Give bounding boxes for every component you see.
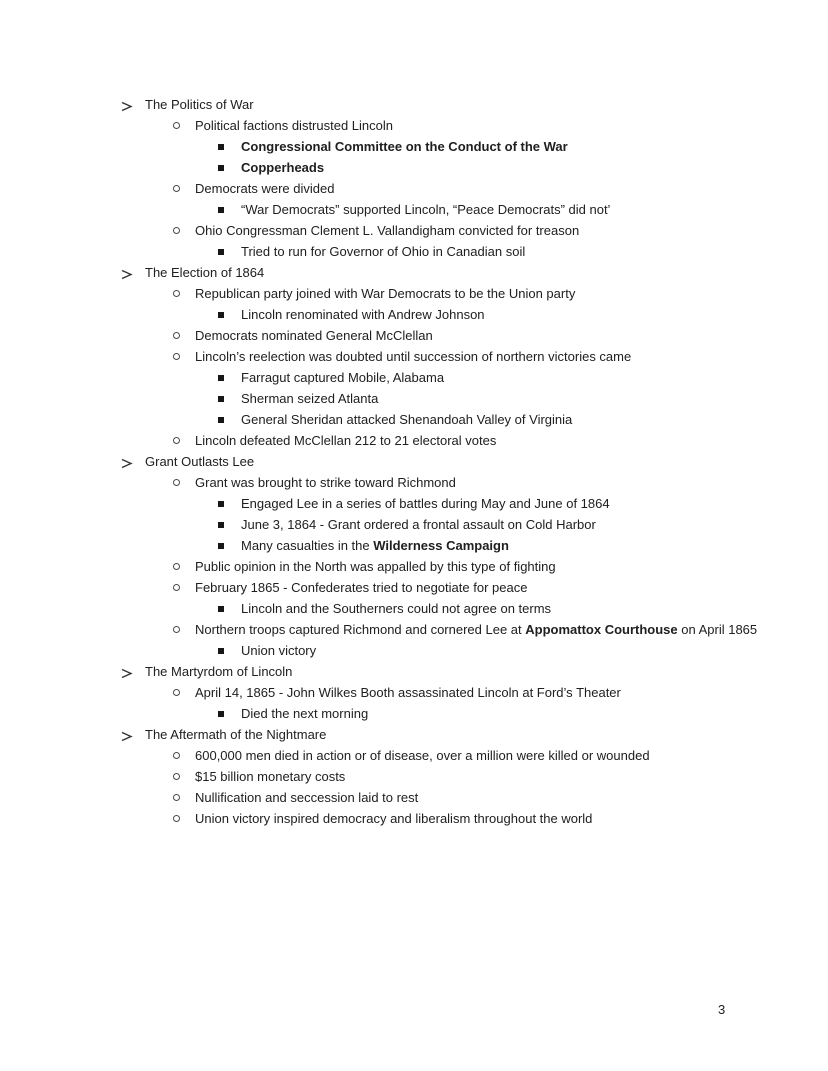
list-item-text: Lincoln defeated McClellan 212 to 21 electoral votes (195, 433, 497, 448)
list-item-text: Many casualties in the (241, 538, 374, 553)
list-item-text: Public opinion in the North was appalled by this type of fighting (195, 559, 556, 574)
square-bullet-icon (218, 606, 224, 612)
list-item (0, 451, 828, 472)
document-body (0, 94, 828, 829)
list-item-text: The Election of 1864 (145, 265, 265, 280)
arrow-bullet-icon (120, 665, 133, 678)
square-bullet-icon (218, 501, 224, 507)
list-item (0, 136, 828, 157)
list-item (0, 808, 828, 829)
list-item (0, 682, 828, 703)
list-item-text: Democrats nominated General McClellan (195, 328, 433, 343)
list-item-text: Grant was brought to strike toward Richmond (195, 475, 456, 490)
list-item (0, 304, 828, 325)
list-item (0, 430, 828, 451)
list-item-text: Lincoln’s reelection was doubted until succession of northern victories came (195, 349, 632, 364)
list-item-text: “War Democrats” supported Lincoln, “Peace Democrats” did not’ (241, 202, 611, 217)
list-item-text: $15 billion monetary costs (195, 769, 346, 784)
list-item-text: Congressional Committee on the Conduct of the War (241, 139, 568, 154)
list-item (0, 619, 828, 640)
list-item (0, 787, 828, 808)
arrow-bullet-icon (120, 728, 133, 741)
list-item (0, 220, 828, 241)
list-item-text: General Sheridan attacked Shenandoah Valley of Virginia (241, 412, 573, 427)
list-item-text: June 3, 1864 - Grant ordered a frontal assault on Cold Harbor (241, 517, 596, 532)
arrow-bullet-icon (120, 455, 133, 468)
list-item (0, 703, 828, 724)
list-item-text: Grant Outlasts Lee (145, 454, 255, 469)
circle-bullet-icon (173, 752, 180, 759)
list-item (0, 199, 828, 220)
list-item-text: on April 1865 (677, 622, 758, 637)
circle-bullet-icon (173, 794, 180, 801)
circle-bullet-icon (173, 332, 180, 339)
square-bullet-icon (218, 543, 224, 549)
square-bullet-icon (218, 144, 224, 150)
circle-bullet-icon (173, 479, 180, 486)
list-item-text: Union victory inspired democracy and liberalism throughout the world (195, 811, 593, 826)
list-item-text: April 14, 1865 - John Wilkes Booth assassinated Lincoln at Ford’s Theater (195, 685, 621, 700)
list-item-text: Wilderness Campaign (373, 538, 509, 553)
list-item-text: Copperheads (241, 160, 325, 175)
list-item (0, 283, 828, 304)
list-item (0, 94, 828, 115)
list-item-text: The Martyrdom of Lincoln (145, 664, 293, 679)
list-item-text: Tried to run for Governor of Ohio in Canadian soil (241, 244, 526, 259)
list-item-text: Democrats were divided (195, 181, 335, 196)
square-bullet-icon (218, 711, 224, 717)
list-item (0, 493, 828, 514)
arrow-bullet-icon (120, 98, 133, 111)
list-item-text: Republican party joined with War Democrats to be the Union party (195, 286, 576, 301)
circle-bullet-icon (173, 584, 180, 591)
list-item (0, 262, 828, 283)
list-item-text: The Aftermath of the Nightmare (145, 727, 327, 742)
list-item (0, 514, 828, 535)
list-item (0, 598, 828, 619)
square-bullet-icon (218, 249, 224, 255)
arrow-bullet-icon (120, 266, 133, 279)
circle-bullet-icon (173, 353, 180, 360)
list-item (0, 640, 828, 661)
circle-bullet-icon (173, 626, 180, 633)
list-item-text: February 1865 - Confederates tried to negotiate for peace (195, 580, 528, 595)
list-item-text: Sherman seized Atlanta (241, 391, 379, 406)
square-bullet-icon (218, 312, 224, 318)
list-item (0, 766, 828, 787)
page-number: 3 (718, 1002, 726, 1017)
circle-bullet-icon (173, 437, 180, 444)
list-item (0, 472, 828, 493)
list-item (0, 724, 828, 745)
circle-bullet-icon (173, 563, 180, 570)
list-item-text: Ohio Congressman Clement L. Vallandigham convicted for treason (195, 223, 580, 238)
circle-bullet-icon (173, 815, 180, 822)
list-item (0, 346, 828, 367)
square-bullet-icon (218, 417, 224, 423)
list-item-text: Appomattox Courthouse (525, 622, 678, 637)
circle-bullet-icon (173, 773, 180, 780)
list-item-text: Northern troops captured Richmond and cornered Lee at (195, 622, 526, 637)
list-item (0, 745, 828, 766)
circle-bullet-icon (173, 122, 180, 129)
square-bullet-icon (218, 207, 224, 213)
list-item-text: Farragut captured Mobile, Alabama (241, 370, 445, 385)
list-item-text: Lincoln and the Southerners could not agree on terms (241, 601, 552, 616)
list-item-text: Died the next morning (241, 706, 369, 721)
list-item (0, 388, 828, 409)
list-item (0, 115, 828, 136)
square-bullet-icon (218, 375, 224, 381)
list-item-text: Lincoln renominated with Andrew Johnson (241, 307, 485, 322)
square-bullet-icon (218, 165, 224, 171)
list-item (0, 241, 828, 262)
list-item-text: The Politics of War (145, 97, 254, 112)
list-item (0, 409, 828, 430)
circle-bullet-icon (173, 290, 180, 297)
list-item (0, 157, 828, 178)
list-item (0, 661, 828, 682)
square-bullet-icon (218, 522, 224, 528)
square-bullet-icon (218, 396, 224, 402)
list-item (0, 556, 828, 577)
circle-bullet-icon (173, 689, 180, 696)
list-item-text: Nullification and seccession laid to rest (195, 790, 419, 805)
list-item-text: Political factions distrusted Lincoln (195, 118, 393, 133)
list-item-text: 600,000 men died in action or of disease, over a million were killed or wounded (195, 748, 650, 763)
list-item (0, 325, 828, 346)
list-item (0, 577, 828, 598)
circle-bullet-icon (173, 227, 180, 234)
square-bullet-icon (218, 648, 224, 654)
list-item (0, 367, 828, 388)
circle-bullet-icon (173, 185, 180, 192)
list-item-text: Union victory (241, 643, 317, 658)
list-item-text: Engaged Lee in a series of battles during May and June of 1864 (241, 496, 610, 511)
list-item (0, 178, 828, 199)
list-item (0, 535, 828, 556)
